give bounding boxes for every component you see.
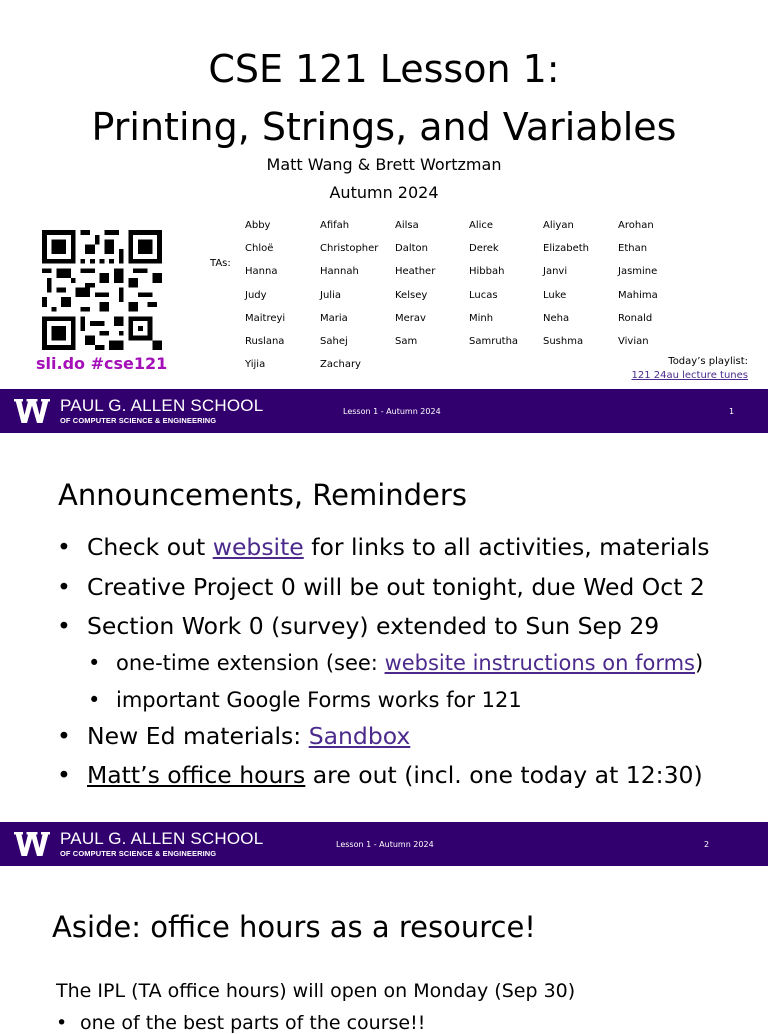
ta-name: Vivian — [618, 335, 649, 347]
uw-w-logo-icon — [14, 831, 50, 857]
title-line-1: CSE 121 Lesson 1: — [208, 47, 560, 91]
tas-label: TAs: — [210, 258, 231, 269]
uw-w-logo-icon — [14, 398, 50, 424]
title-line-2: Printing, Strings, and Variables — [91, 105, 677, 149]
ta-name: Merav — [395, 312, 426, 324]
ta-name: Ronald — [618, 312, 653, 324]
bullet-cp0 — [57, 573, 705, 601]
ta-name: Arohan — [618, 220, 654, 231]
ta-name: Hibbah — [469, 266, 505, 278]
ta-name: Mahima — [618, 289, 658, 301]
authors: Matt Wang & Brett Wortzman — [266, 155, 502, 174]
ta-name: Yijia — [245, 359, 266, 371]
bullet-dot-icon: • — [57, 761, 71, 789]
bullet-best-parts — [56, 1012, 426, 1034]
school-dept: OF COMPUTER SCIENCE & ENGINEERING — [60, 849, 217, 858]
forms-instructions-link[interactable]: website instructions on forms — [384, 651, 695, 675]
footer-lesson: Lesson 1 - Autumn 2024 — [336, 840, 434, 849]
ta-name: Hannah — [320, 266, 359, 278]
ta-name: Lucas — [469, 289, 498, 301]
sub-bullet-text: important Google Forms works for 121 — [116, 688, 522, 712]
bullet-text: Section Work 0 (survey) extended to Sun Sep 29 — [87, 612, 660, 640]
school-name: PAUL G. ALLEN SCHOOL — [60, 396, 264, 415]
ta-name: Sam — [395, 335, 418, 347]
slide-2-heading: Announcements, Reminders — [58, 478, 467, 512]
bullet-dot-icon: • — [57, 722, 71, 750]
page-number: 2 — [704, 840, 710, 849]
term: Autumn 2024 — [329, 183, 439, 202]
bullet-section-work — [57, 612, 660, 640]
ta-name: Ethan — [618, 243, 648, 255]
ta-name: Ailsa — [395, 220, 419, 231]
slide-footer-2 — [0, 822, 768, 866]
school-dept: OF COMPUTER SCIENCE & ENGINEERING — [60, 416, 217, 425]
ta-name: Sahej — [320, 335, 348, 347]
ta-name: Chloë — [245, 243, 274, 255]
qr-code-icon — [42, 230, 162, 350]
ta-name: Maitreyi — [245, 312, 286, 324]
bullet-dot-icon: • — [57, 612, 71, 640]
ta-name: Ruslana — [245, 335, 285, 347]
ta-name: Christopher — [320, 243, 379, 255]
bullet-text: New Ed materials: — [87, 722, 309, 750]
footer-lesson: Lesson 1 - Autumn 2024 — [343, 407, 441, 416]
bullet-text: for links to all activities, materials — [303, 533, 710, 561]
ta-name: Heather — [395, 266, 436, 278]
sub-bullet-text: ) — [694, 651, 704, 675]
playlist-link[interactable]: 121 24au lecture tunes — [631, 370, 748, 381]
ipl-text: The IPL (TA office hours) will open on Monday (Sep 30) — [56, 980, 576, 1002]
ta-name: Derek — [469, 243, 499, 255]
bullet-website — [57, 533, 710, 561]
playlist-label: Today’s playlist: — [668, 356, 748, 367]
ta-name: Minh — [469, 312, 494, 324]
ta-name: Jasmine — [618, 266, 658, 278]
ta-name: Sushma — [543, 335, 584, 347]
bullet-ed — [57, 722, 411, 750]
bullet-dot-icon: • — [57, 573, 71, 601]
bullet-dot-icon: • — [57, 533, 71, 561]
ta-name: Samrutha — [469, 335, 519, 347]
ta-name: Elizabeth — [543, 243, 590, 255]
ta-name: Neha — [543, 312, 570, 324]
sub-bullet-dot-icon: • — [88, 688, 101, 712]
ta-name: Luke — [543, 289, 567, 301]
slide-1-title — [0, 40, 768, 156]
ta-name: Dalton — [395, 243, 428, 255]
ta-name: Julia — [320, 289, 341, 301]
ta-name: Zachary — [320, 359, 361, 371]
sub-bullet-google-forms — [88, 688, 522, 712]
bullet-dot-icon: • — [56, 1012, 68, 1034]
office-hours-link[interactable]: Matt’s office hours — [87, 761, 306, 789]
website-link[interactable]: website — [212, 533, 304, 561]
ta-name: Maria — [320, 312, 348, 324]
bullet-text: Check out — [87, 533, 213, 561]
sub-bullet-text: one-time extension (see: — [116, 651, 385, 675]
ta-name: Kelsey — [395, 289, 428, 301]
bullet-text: are out (incl. one today at 12:30) — [305, 761, 703, 789]
ta-name: Janvi — [543, 266, 568, 278]
ta-name: Judy — [245, 289, 267, 301]
ta-name: Alice — [469, 220, 494, 231]
ta-name: Hanna — [245, 266, 278, 278]
ta-name: Aliyan — [543, 220, 574, 231]
slido-code: sli.do #cse121 — [36, 354, 168, 373]
sub-bullet-extension — [88, 651, 704, 675]
page-number: 1 — [729, 407, 735, 416]
slide-3-heading: Aside: office hours as a resource! — [52, 910, 536, 944]
bullet-text: one of the best parts of the course!! — [80, 1012, 426, 1034]
ta-name: Abby — [245, 220, 271, 231]
sandbox-link[interactable]: Sandbox — [308, 722, 411, 750]
slide-footer-1 — [0, 389, 768, 433]
school-name: PAUL G. ALLEN SCHOOL — [60, 829, 264, 848]
bullet-office-hours — [57, 761, 703, 789]
sub-bullet-dot-icon: • — [88, 651, 101, 675]
ta-name: Afifah — [320, 220, 350, 231]
bullet-text: Creative Project 0 will be out tonight, due Wed Oct 2 — [87, 573, 705, 601]
